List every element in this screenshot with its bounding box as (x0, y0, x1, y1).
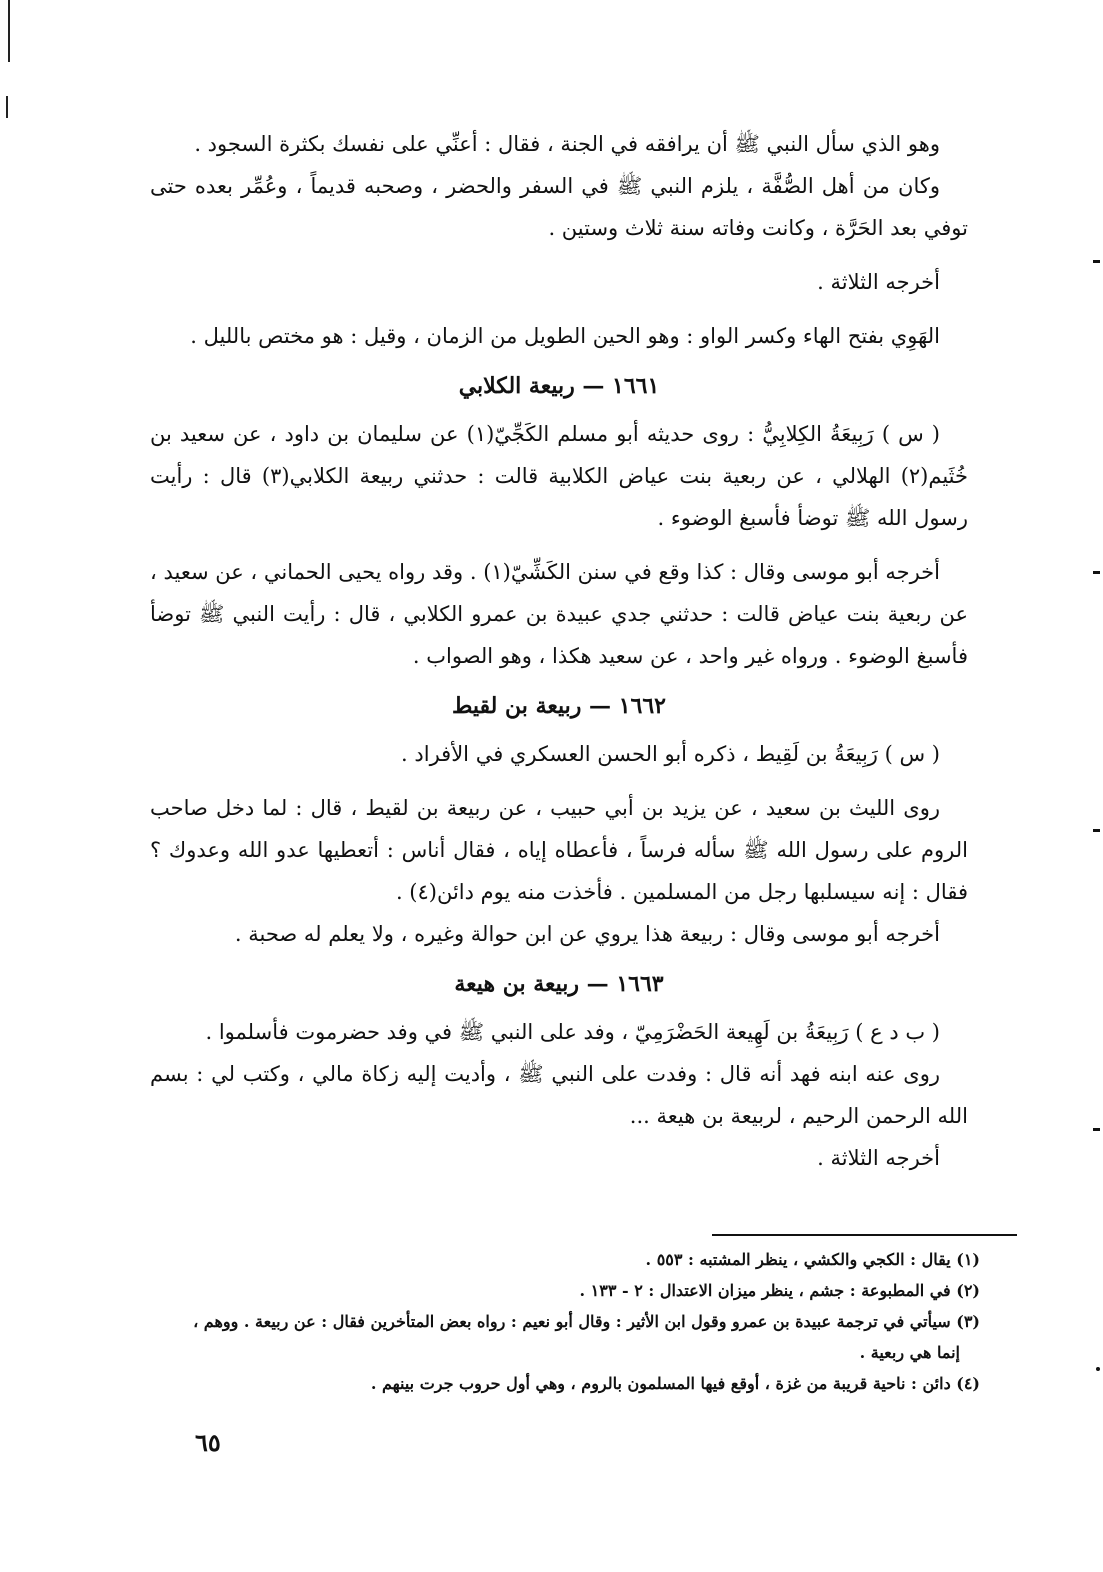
scan-edge-mark (6, 96, 8, 118)
entry-title: ١٦٦١ — ربيعة الكلابي (458, 373, 660, 399)
footnote-separator (712, 1234, 1017, 1236)
paragraph: أخرجه الثلاثة . (817, 270, 940, 294)
page-number: ٦٥ (195, 1428, 221, 1457)
paragraph: أخرجه الثلاثة . (817, 1146, 940, 1170)
paragraph: ( س ) رَبِيعَةُ الكِلابِيُّ : روى حديثه أبو مسلم الكَجِّيّ(١) عن سليمان بن داود ، عن سعيد بن خُثَيم(٢) الهلالي ، عن ربعية بنت عياض الكلابية قالت : حدثني ربيعة الكلابي(٣) قال : رأيت رسول الله ﷺ توضأ فأسبغ الوضوء . (150, 422, 968, 530)
margin-tick (1093, 829, 1100, 832)
paragraph: ( ب د ع ) رَبِيعَةُ بن لَهِيعة الحَضْرَمِيّ ، وفد على النبي ﷺ في وفد حضرموت فأسلموا . (205, 1020, 940, 1044)
paragraph: الهَوِي بفتح الهاء وكسر الواو : وهو الحين الطويل من الزمان ، وقيل : هو مختص بالليل . (190, 324, 940, 348)
footnote: (٤) دائن : ناحية قريبة من غزة ، أوقع فيها المسلمون بالروم ، وهي أول حروب جرت بينهم . (370, 1374, 980, 1393)
paragraph: أخرجه أبو موسى وقال : ربيعة هذا يروي عن ابن حوالة وغيره ، ولا يعلم له صحبة . (234, 922, 940, 946)
footnote-continuation: إنما هي ربعية . (859, 1343, 960, 1362)
paragraph: وكان من أهل الصُّفَّة ، يلزم النبي ﷺ في السفر والحضر ، وصحبه قديماً ، وعُمِّر بعده حتى توفي بعد الحَرَّة ، وكانت وفاته سنة ثلاث وستين . (150, 174, 968, 240)
paragraph: روى الليث بن سعيد ، عن يزيد بن أبي حبيب ، عن ربيعة بن لقيط ، قال : لما دخل صاحب الروم على رسول الله ﷺ سأله فرساً ، فأعطاه إياه ، فقال أناس : أتعطيها عدو الله وعدوك ؟ فقال : إنه سيسلبها رجل من المسلمين . فأخذت منه يوم دائن(٤) . (150, 796, 968, 904)
footnote: (١) يقال : الكجي والكشي ، ينظر المشتبه : ٥٥٣ . (645, 1250, 980, 1269)
footnote: (٢) في المطبوعة : جشم ، ينظر ميزان الاعتدال : ٢ - ١٣٣ . (579, 1281, 980, 1300)
entry-title: ١٦٦٢ — ربيعة بن لقيط (452, 693, 666, 719)
scan-edge-mark (8, 0, 10, 62)
margin-dot (1096, 1367, 1100, 1371)
main-text (150, 123, 968, 1179)
margin-tick (1093, 1128, 1100, 1131)
paragraph: وهو الذي سأل النبي ﷺ أن يرافقه في الجنة ، فقال : أعنِّي على نفسك بكثرة السجود . (194, 132, 940, 156)
entry-title: ١٦٦٣ — ربيعة بن هيعة (454, 971, 664, 997)
margin-tick (1093, 571, 1100, 574)
margin-tick (1093, 260, 1100, 263)
paragraph: أخرجه أبو موسى وقال : كذا وقع في سنن الكَشِّيّ(١) . وقد رواه يحيى الحماني ، عن سعيد ، عن ربعية بنت عياض قالت : حدثني جدي عبيدة بن عمرو الكلابي ، قال : رأيت النبي ﷺ توضأ فأسبغ الوضوء . ورواه غير واحد ، عن سعيد هكذا ، وهو الصواب . (150, 560, 968, 668)
footnote: (٣) سيأتي في ترجمة عبيدة بن عمرو وقول ابن الأثير : وقال أبو نعيم : رواه بعض المتأخرين فقال : عن ربيعة . ووهم ، (193, 1312, 980, 1331)
paragraph: روى عنه ابنه فهد أنه قال : وفدت على النبي ﷺ ، وأديت إليه زكاة مالي ، وكتب لي : بسم الله الرحمن الرحيم ، لربيعة بن هيعة ... (150, 1062, 968, 1128)
paragraph: ( س ) رَبِيعَةُ بن لَقِيط ، ذكره أبو الحسن العسكري في الأفراد . (401, 742, 940, 766)
footnotes (160, 1244, 980, 1399)
